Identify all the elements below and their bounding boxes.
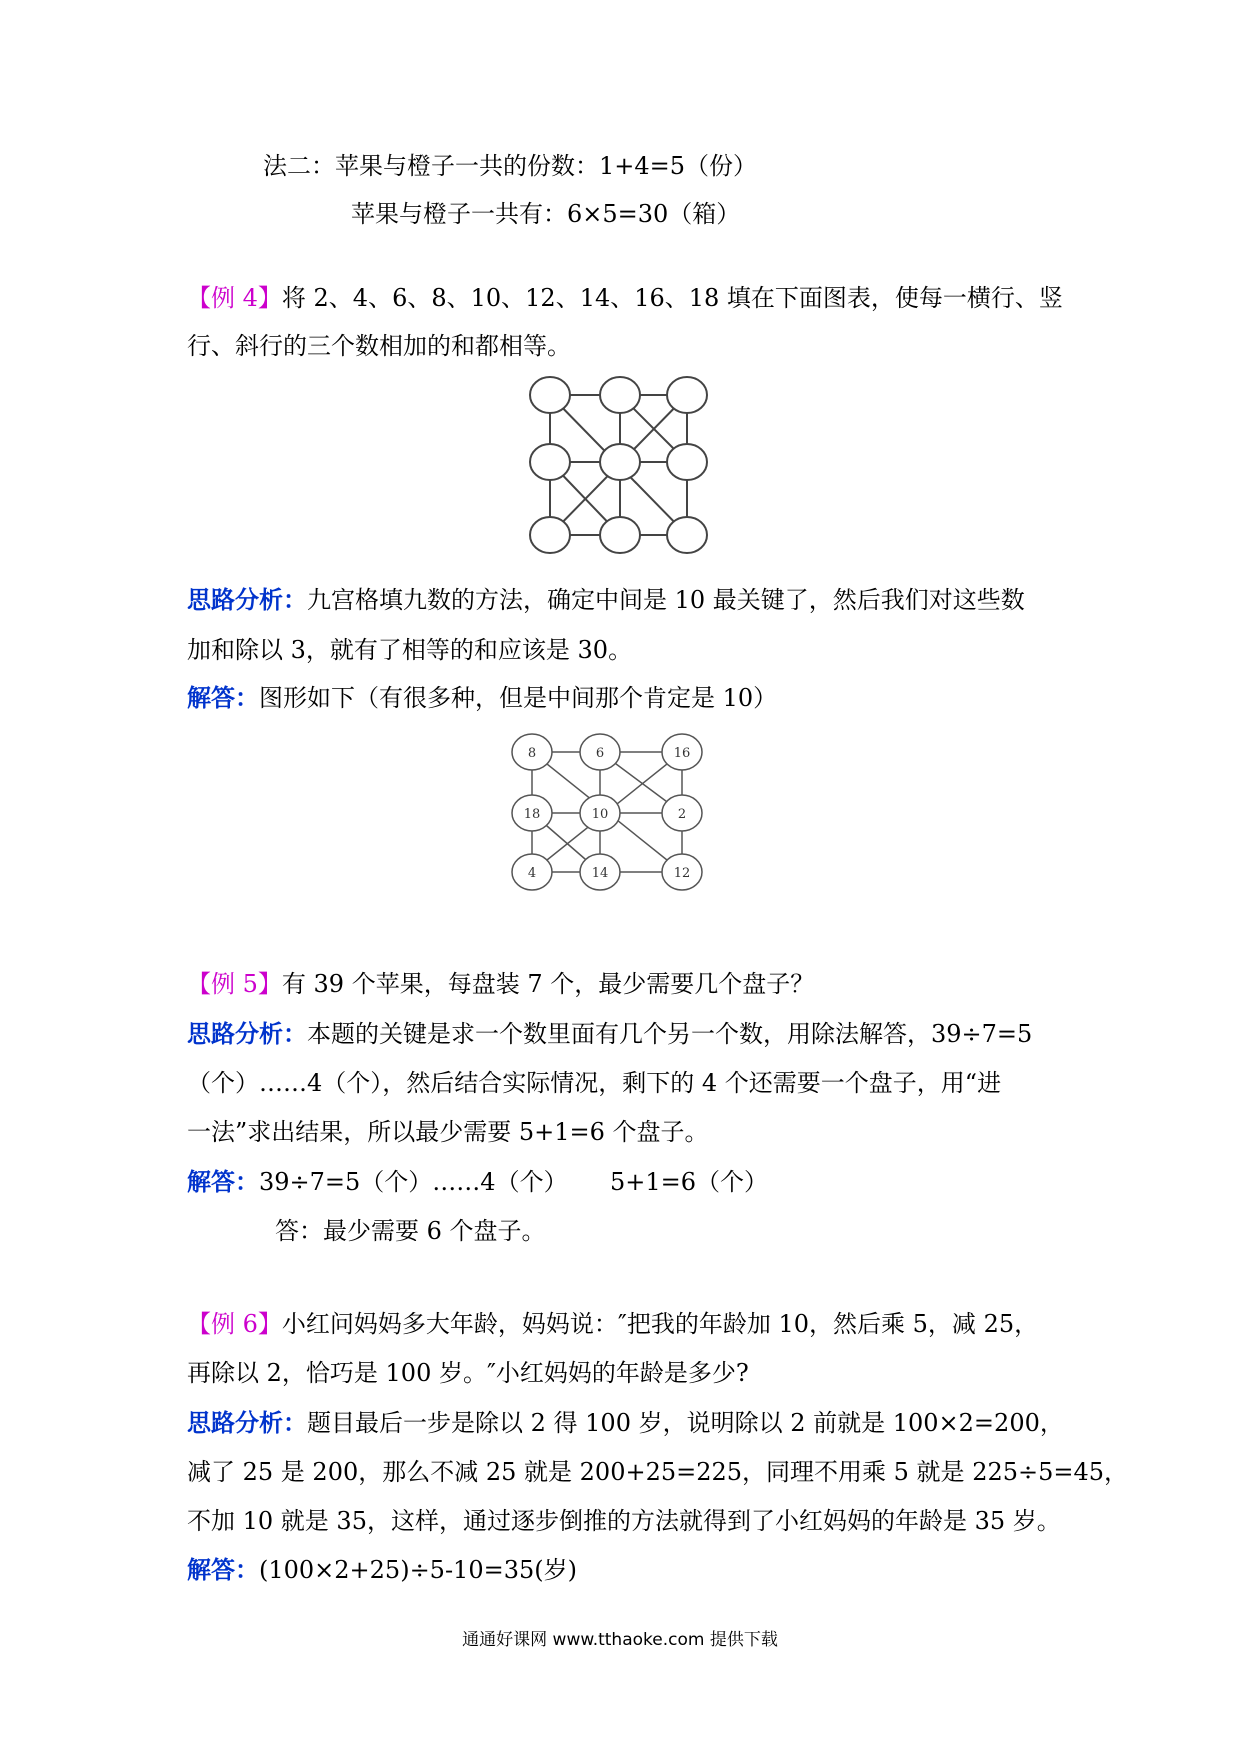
- ex5-answer1: 39÷7=5（个）……4（个）: [259, 1168, 568, 1196]
- ex5-analysis1: 本题的关键是求一个数里面有几个另一个数，用除法解答，39÷7=5: [307, 1020, 1033, 1048]
- ex5-question-line: [187, 968, 814, 1000]
- filled-grid-figure: [510, 730, 720, 900]
- page-footer: 通通好课网 www.tthaoke.com 提供下载: [462, 1630, 778, 1650]
- grid-cell-2: 6: [595, 746, 605, 761]
- grid-cell-5: 10: [591, 807, 609, 822]
- ex4-tag: 【例 4】: [187, 284, 282, 312]
- ex6-analysis-line3: 不加 10 就是 35，这样，通过逐步倒推的方法就得到了小红妈妈的年龄是 35 岁。: [187, 1507, 1061, 1535]
- grid-cell-3: 16: [673, 746, 691, 761]
- ex5-answer1b: 5+1=6（个）: [610, 1168, 769, 1196]
- grid-cell-9: 12: [673, 866, 691, 881]
- grid-cell-7: 4: [527, 866, 537, 881]
- ex4-question-line1: [187, 282, 1063, 314]
- ex6-answer: (100×2+25)÷5-10=35(岁): [259, 1556, 577, 1584]
- ex4-answer-label: 解答：: [187, 683, 259, 712]
- ex5-answer-label: 解答：: [187, 1167, 259, 1196]
- method2-line1: 法二：苹果与橙子一共的份数：1+4=5（份）: [263, 152, 758, 180]
- ex4-text1: 将 2、4、6、8、10、12、14、16、18 填在下面图表，使每一横行、竖: [281, 284, 1063, 312]
- ex6-answer-line: [187, 1554, 577, 1586]
- ex6-question-line2: 再除以 2，恰巧是 100 岁。″小红妈妈的年龄是多少?: [187, 1359, 749, 1387]
- grid-cell-8: 14: [591, 866, 609, 881]
- ex4-analysis-label: 思路分析：: [187, 585, 307, 614]
- ex6-tag: 【例 6】: [187, 1310, 282, 1338]
- ex5-analysis-line3: 一法”求出结果，所以最少需要 5+1=6 个盘子。: [187, 1118, 709, 1146]
- method2-line2: 苹果与橙子一共有：6×5=30（箱）: [351, 200, 741, 228]
- ex4-question-line2: 行、斜行的三个数相加的和都相等。: [187, 332, 571, 360]
- ex5-answer2: 答：最少需要 6 个盘子。: [275, 1217, 546, 1245]
- ex6-analysis-line2: 减了 25 是 200，那么不减 25 就是 200+25=225，同理不用乘 5 就是 225÷5=45，: [187, 1458, 1129, 1486]
- ex6-answer-label: 解答：: [187, 1555, 259, 1584]
- ex6-text1: 小红问妈妈多大年龄，妈妈说：″把我的年龄加 10，然后乘 5，减 25，: [281, 1310, 1039, 1338]
- ex6-question-line1: [187, 1308, 1038, 1340]
- ex6-analysis-line1: [187, 1407, 1064, 1439]
- ex5-answer-line: [187, 1166, 568, 1198]
- ex5-tag: 【例 5】: [187, 970, 282, 998]
- grid-cell-1: 8: [527, 746, 537, 761]
- ex5-analysis-line2: （个）……4（个），然后结合实际情况，剩下的 4 个还需要一个盘子，用“进: [187, 1069, 1002, 1097]
- ex4-analysis1: 九宫格填九数的方法，确定中间是 10 最关键了，然后我们对这些数: [307, 586, 1025, 614]
- ex5-analysis-line1: [187, 1018, 1032, 1050]
- ex5-text: 有 39 个苹果，每盘装 7 个，最少需要几个盘子？: [281, 970, 815, 998]
- grid-cell-4: 18: [523, 807, 541, 822]
- empty-grid-figure: [520, 370, 720, 560]
- ex4-analysis-line1: [187, 584, 1025, 616]
- ex4-analysis-line2: 加和除以 3，就有了相等的和应该是 30。: [187, 636, 633, 664]
- ex4-answer: 图形如下（有很多种，但是中间那个肯定是 10）: [259, 684, 778, 712]
- grid-cell-6: 2: [677, 807, 687, 822]
- ex6-analysis1: 题目最后一步是除以 2 得 100 岁，说明除以 2 前就是 100×2=200，: [307, 1409, 1064, 1437]
- ex5-analysis-label: 思路分析：: [187, 1019, 307, 1048]
- ex4-answer-line: [187, 682, 777, 714]
- ex6-analysis-label: 思路分析：: [187, 1408, 307, 1437]
